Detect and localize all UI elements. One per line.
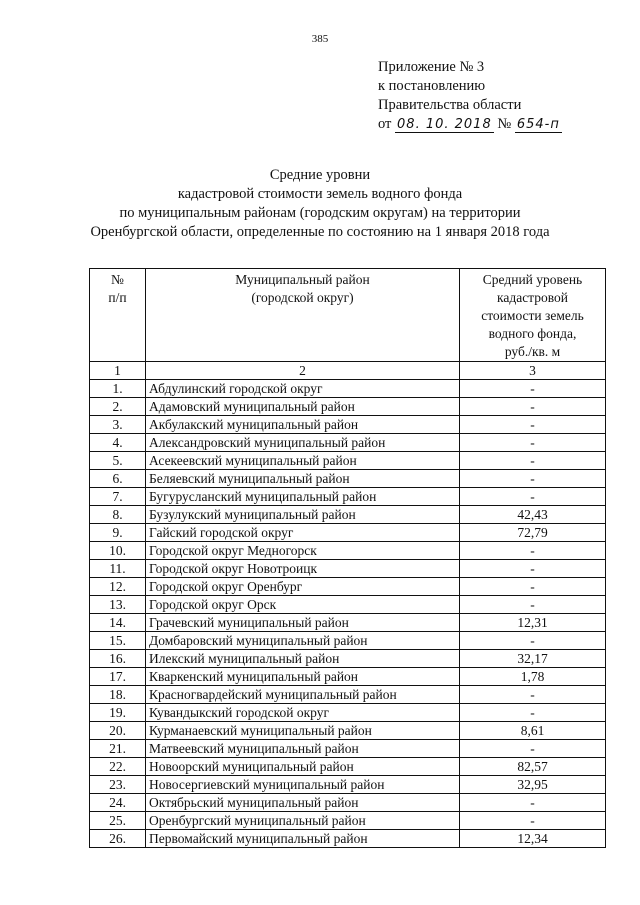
table-row (90, 686, 606, 704)
average-value: - (460, 812, 606, 830)
average-value: 82,57 (460, 758, 606, 776)
row-number: 11. (90, 560, 146, 578)
table-row (90, 506, 606, 524)
title-line-1: Средние уровни (269, 167, 371, 183)
row-number: 3. (90, 416, 146, 434)
table-row (90, 398, 606, 416)
table-row (90, 740, 606, 758)
annex-line-1: Приложение № 3 (378, 59, 485, 75)
district-name: Илекский муниципальный район (146, 650, 460, 668)
row-number: 21. (90, 740, 146, 758)
table-row (90, 668, 606, 686)
header-number (90, 269, 146, 362)
district-name: Матвеевский муниципальный район (146, 740, 460, 758)
average-value: 8,61 (460, 722, 606, 740)
row-number: 26. (90, 830, 146, 848)
district-name: Оренбургский муниципальный район (146, 812, 460, 830)
district-name: Домбаровский муниципальный район (146, 632, 460, 650)
table-row (90, 542, 606, 560)
header-number-line-2: п/п (108, 290, 127, 305)
average-value: - (460, 632, 606, 650)
average-value: - (460, 542, 606, 560)
row-number: 14. (90, 614, 146, 632)
district-name: Кувандыкский городской округ (146, 704, 460, 722)
average-value: - (460, 434, 606, 452)
table-row (90, 596, 606, 614)
row-number: 10. (90, 542, 146, 560)
row-number: 5. (90, 452, 146, 470)
row-number: 15. (90, 632, 146, 650)
table-row (90, 488, 606, 506)
number-prefix: № (497, 116, 512, 132)
average-value: - (460, 794, 606, 812)
average-value: - (460, 686, 606, 704)
table-row (90, 830, 606, 848)
average-value: - (460, 488, 606, 506)
district-name: Кваркенский муниципальный район (146, 668, 460, 686)
row-number: 24. (90, 794, 146, 812)
district-name: Октябрьский муниципальный район (146, 794, 460, 812)
title-line-4: Оренбургской области, определенные по состоянию на 1 января 2018 года (90, 224, 550, 240)
header-value-line-5: руб./кв. м (504, 344, 561, 359)
table-row (90, 794, 606, 812)
district-name: Акбулакский муниципальный район (146, 416, 460, 434)
district-name: Городской округ Медногорск (146, 542, 460, 560)
table-row (90, 776, 606, 794)
column-number: 3 (460, 362, 606, 380)
header-number-line-1: № (111, 272, 124, 287)
district-name: Курманаевский муниципальный район (146, 722, 460, 740)
row-number: 23. (90, 776, 146, 794)
table-row (90, 758, 606, 776)
row-number: 18. (90, 686, 146, 704)
average-value: - (460, 416, 606, 434)
row-number: 9. (90, 524, 146, 542)
average-value: 72,79 (460, 524, 606, 542)
table-row (90, 722, 606, 740)
table-row (90, 380, 606, 398)
average-value: - (460, 578, 606, 596)
row-number: 25. (90, 812, 146, 830)
average-value: 12,34 (460, 830, 606, 848)
district-name: Бузулукский муниципальный район (146, 506, 460, 524)
row-number: 17. (90, 668, 146, 686)
table-row (90, 632, 606, 650)
table-row (90, 524, 606, 542)
header-district-line-1: Муниципальный район (235, 272, 370, 287)
table-row (90, 704, 606, 722)
table-row (90, 434, 606, 452)
header-value-line-2: кадастровой (496, 290, 569, 305)
header-value-line-4: водного фонда, (488, 326, 577, 341)
table-row (90, 812, 606, 830)
row-number: 13. (90, 596, 146, 614)
row-number: 8. (90, 506, 146, 524)
average-value: 32,95 (460, 776, 606, 794)
district-name: Грачевский муниципальный район (146, 614, 460, 632)
table-row (90, 560, 606, 578)
handwritten-number: 654-п (516, 117, 560, 132)
header-value (460, 269, 606, 362)
header-district (146, 269, 460, 362)
average-value: - (460, 470, 606, 488)
district-name: Красногвардейский муниципальный район (146, 686, 460, 704)
district-name: Городской округ Новотроицк (146, 560, 460, 578)
column-number: 2 (146, 362, 460, 380)
column-number: 1 (90, 362, 146, 380)
average-value: - (460, 740, 606, 758)
row-number: 2. (90, 398, 146, 416)
average-value: 42,43 (460, 506, 606, 524)
average-value: 1,78 (460, 668, 606, 686)
average-value: 12,31 (460, 614, 606, 632)
average-value: - (460, 452, 606, 470)
table-row (90, 650, 606, 668)
header-district-line-2: (городской округ) (251, 290, 354, 305)
table-row (90, 452, 606, 470)
row-number: 19. (90, 704, 146, 722)
handwritten-date: 08. 10. 2018 (397, 117, 492, 132)
district-name: Адамовский муниципальный район (146, 398, 460, 416)
row-number: 22. (90, 758, 146, 776)
table-row (90, 578, 606, 596)
average-value: - (460, 596, 606, 614)
table-header-row (90, 269, 606, 362)
district-name: Новосергиевский муниципальный район (146, 776, 460, 794)
annex-line-3: Правительства области (378, 97, 522, 113)
district-name: Асекеевский муниципальный район (146, 452, 460, 470)
district-name: Гайский городской округ (146, 524, 460, 542)
table-row (90, 470, 606, 488)
average-value: - (460, 398, 606, 416)
annex-date-line (378, 115, 562, 134)
district-name: Новоорский муниципальный район (146, 758, 460, 776)
document-title (60, 166, 580, 242)
district-name: Абдулинский городской округ (146, 380, 460, 398)
district-name: Первомайский муниципальный район (146, 830, 460, 848)
district-name: Беляевский муниципальный район (146, 470, 460, 488)
annex-line-2: к постановлению (378, 78, 486, 94)
table-row (90, 416, 606, 434)
average-value: 32,17 (460, 650, 606, 668)
district-name: Бугурусланский муниципальный район (146, 488, 460, 506)
title-line-3: по муниципальным районам (городским округам) на территории (119, 205, 521, 221)
row-number: 7. (90, 488, 146, 506)
table-row (90, 614, 606, 632)
header-value-line-3: стоимости земель (481, 308, 584, 323)
average-value: - (460, 380, 606, 398)
district-name: Городской округ Оренбург (146, 578, 460, 596)
row-number: 4. (90, 434, 146, 452)
row-number: 1. (90, 380, 146, 398)
header-value-line-1: Средний уровень (482, 272, 583, 287)
district-name: Александровский муниципальный район (146, 434, 460, 452)
row-number: 20. (90, 722, 146, 740)
row-number: 16. (90, 650, 146, 668)
row-number: 12. (90, 578, 146, 596)
district-name: Городской округ Орск (146, 596, 460, 614)
row-number: 6. (90, 470, 146, 488)
page-number: 385 (311, 33, 329, 45)
average-value: - (460, 560, 606, 578)
date-prefix: от (378, 116, 392, 132)
title-line-2: кадастровой стоимости земель водного фонда (177, 186, 463, 202)
annex-header (378, 58, 562, 134)
average-value: - (460, 704, 606, 722)
column-number-row (90, 362, 606, 380)
cadastral-value-table (89, 268, 606, 848)
